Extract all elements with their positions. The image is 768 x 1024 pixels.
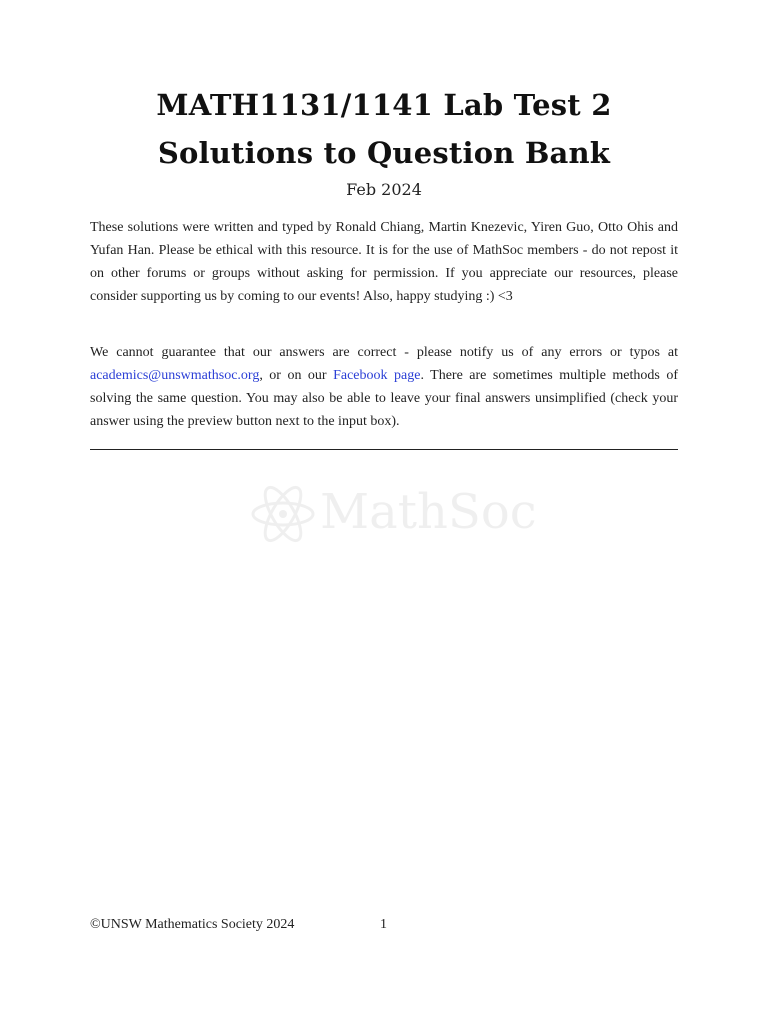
email-link[interactable]: academics@unswmathsoc.org (90, 368, 260, 383)
footer-page-number: 1 (380, 917, 387, 932)
atom-logo-icon (250, 478, 316, 550)
document-subtitle: Solutions to Question Bank (157, 136, 611, 170)
document-date: Feb 2024 (346, 180, 422, 199)
facebook-link[interactable]: Facebook page (333, 368, 421, 383)
disclaimer-text-start: We cannot guarantee that our answers are correct - please notify us of any errors or typos at (90, 345, 678, 360)
footer-copyright: ©UNSW Mathematics Society 2024 (90, 917, 295, 932)
watermark-text: MathSoc (320, 484, 537, 540)
disclaimer-paragraph (90, 341, 678, 433)
intro-paragraph: These solutions were written and typed by Ronald Chiang, Martin Knezevic, Yiren Guo, Otto Ohis and Yufan Han. Please be ethical with this resource. It is for the use of MathSoc members - do not repost it on other forums or groups without asking for permission. If you appreciate our resources, please consider supporting us by coming to our events! Also, happy studying :) <3 (90, 220, 678, 304)
disclaimer-text-middle: , or on our (259, 368, 334, 383)
section-divider (90, 449, 678, 450)
disclaimer-text-end: . There are sometimes multiple methods of solving the same question. You may also be able to leave your final answers unsimplified (check your answer using the preview button next to the input box). (90, 368, 678, 429)
document-title: MATH1131/1141 Lab Test 2 (156, 88, 612, 122)
mathsoc-watermark (250, 478, 537, 550)
